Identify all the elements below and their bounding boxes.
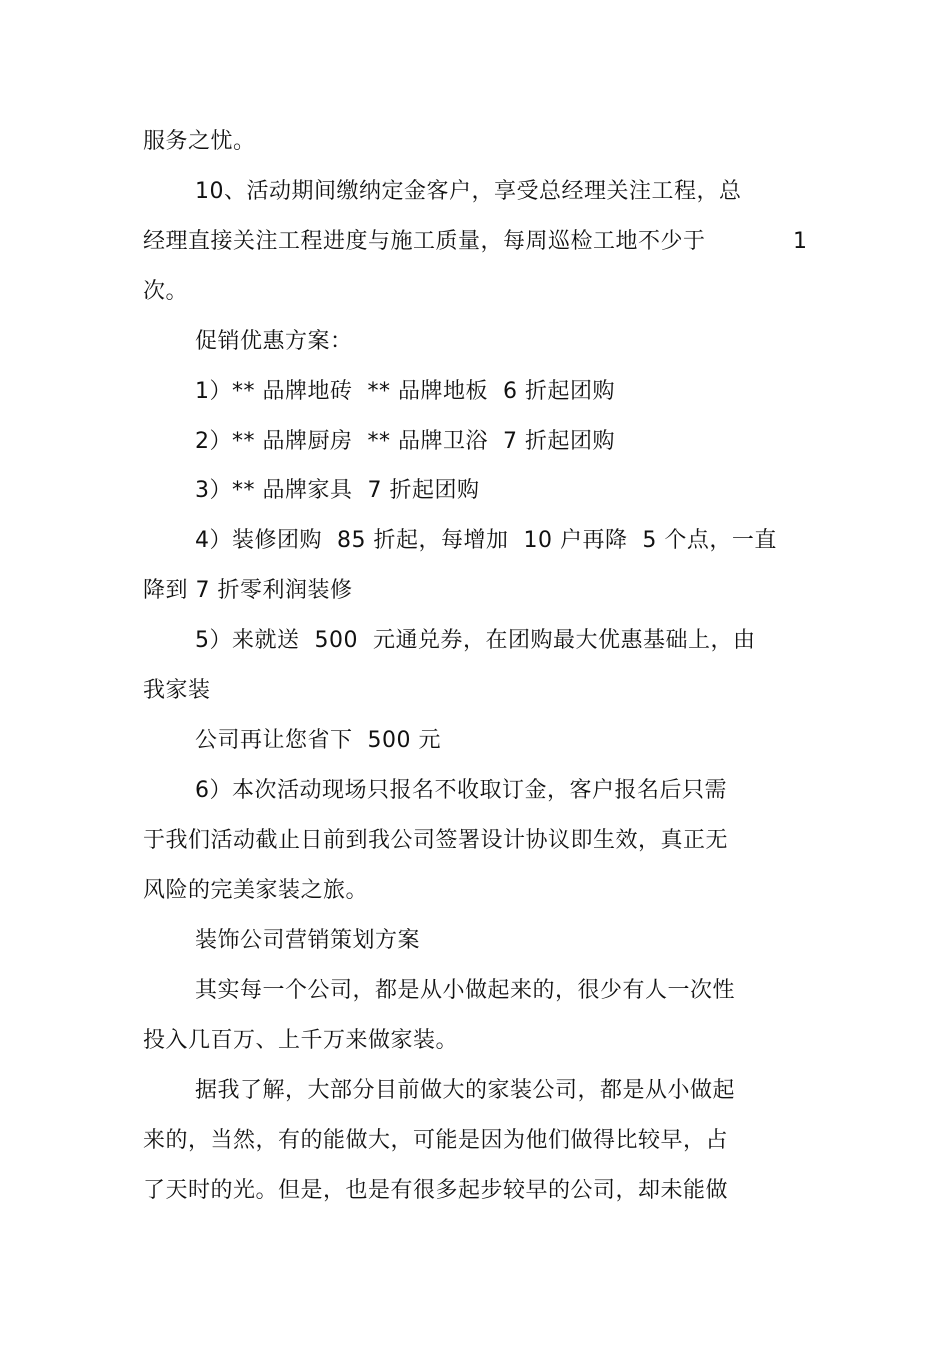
page-inline-number: 1	[793, 229, 807, 254]
text-line: 服务之忧。	[143, 129, 256, 154]
text-line: 公司再让您省下 500 元	[195, 728, 441, 753]
text-line: 降到 7 折零利润装修	[143, 578, 353, 603]
paragraph-line: 据我了解，大部分目前做大的家装公司，都是从小做起	[195, 1078, 736, 1103]
list-item: 3）** 品牌家具 7 折起团购	[195, 478, 480, 503]
list-item: 4）装修团购 85 折起，每增加 10 户再降 5 个点，一直	[195, 528, 777, 553]
text-line: 风险的完美家装之旅。	[143, 878, 369, 903]
paragraph-line: 其实每一个公司，都是从小做起来的，很少有人一次性	[195, 978, 736, 1003]
text-line: 10、活动期间缴纳定金客户，享受总经理关注工程，总	[195, 179, 742, 204]
paragraph-line: 来的，当然，有的能做大，可能是因为他们做得比较早，占	[143, 1128, 729, 1153]
text-line: 于我们活动截止日前到我公司签署设计协议即生效，真正无	[143, 828, 729, 853]
list-item: 1）** 品牌地砖 ** 品牌地板 6 折起团购	[195, 379, 615, 404]
paragraph-line: 了天时的光。但是，也是有很多起步较早的公司，却未能做	[143, 1178, 729, 1203]
list-item: 2）** 品牌厨房 ** 品牌卫浴 7 折起团购	[195, 429, 615, 454]
section-heading: 装饰公司营销策划方案	[195, 928, 421, 953]
text-line: 次。	[143, 279, 189, 304]
section-heading: 促销优惠方案：	[195, 329, 353, 354]
text-line: 我家装	[143, 678, 211, 703]
paragraph-line: 投入几百万、上千万来做家装。	[143, 1028, 459, 1053]
text-line: 经理直接关注工程进度与施工质量，每周巡检工地不少于	[143, 229, 706, 254]
list-item: 5）来就送 500 元通兑券，在团购最大优惠基础上，由	[195, 628, 756, 653]
list-item: 6）本次活动现场只报名不收取订金，客户报名后只需	[195, 778, 727, 803]
